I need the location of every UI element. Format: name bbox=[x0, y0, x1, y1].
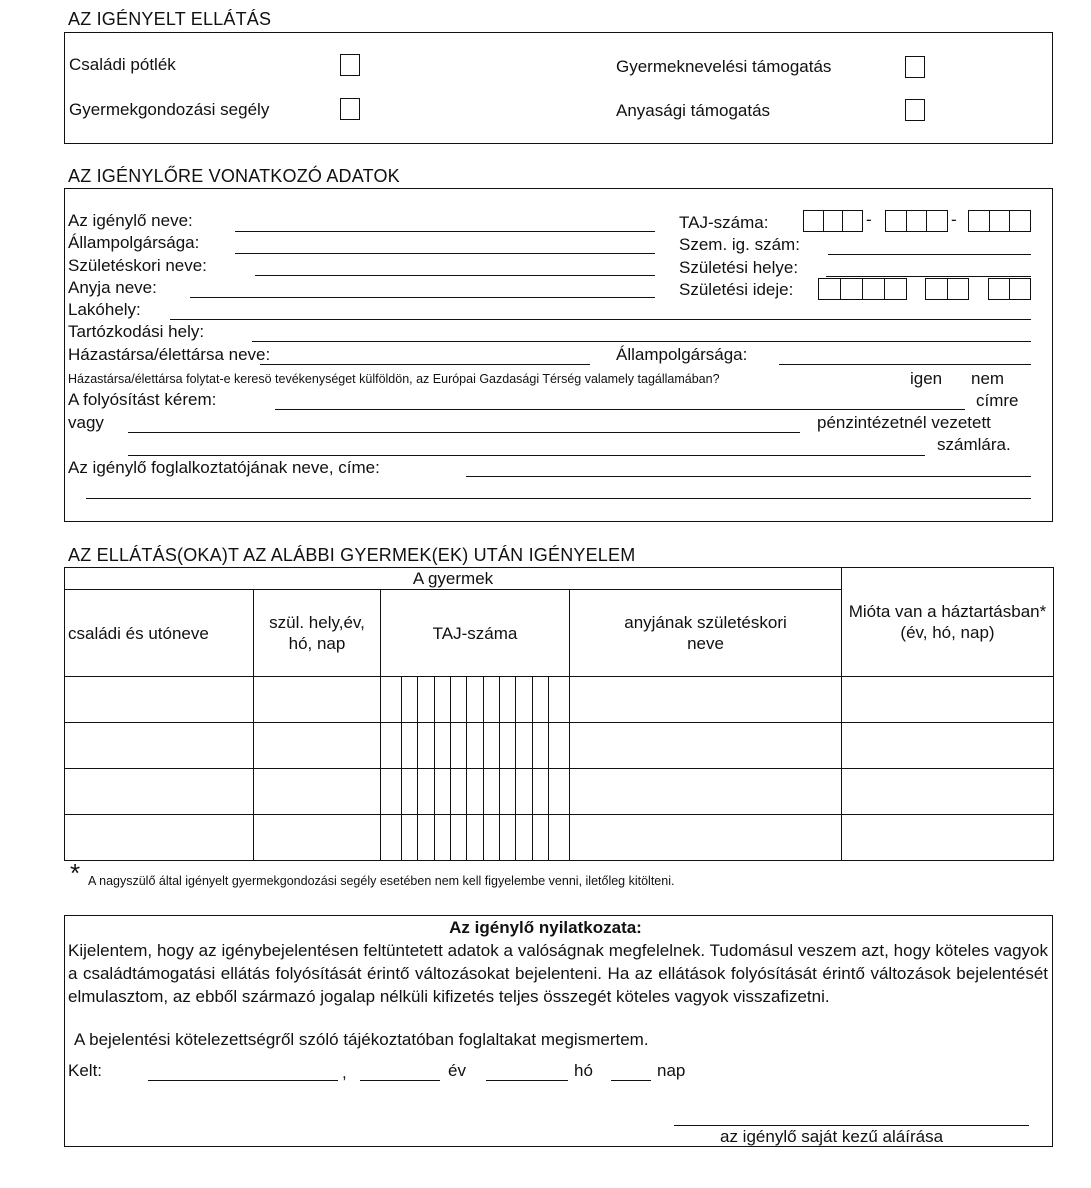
checkbox-child-raising-support[interactable] bbox=[905, 56, 925, 78]
cell-since[interactable] bbox=[842, 815, 1054, 861]
table-row bbox=[65, 723, 1054, 769]
employer-field-2[interactable] bbox=[86, 498, 1031, 499]
comma: , bbox=[342, 1063, 347, 1082]
cell-child-birth[interactable] bbox=[254, 677, 381, 723]
citizenship-field[interactable] bbox=[235, 253, 655, 254]
benefit-selection-box bbox=[64, 32, 1053, 144]
residence-label: Lakóhely: bbox=[68, 300, 141, 319]
option-label-maternity-support: Anyasági támogatás bbox=[616, 101, 771, 120]
table-row bbox=[65, 677, 1054, 723]
cell-since[interactable] bbox=[842, 723, 1054, 769]
option-label-child-raising-support: Gyermeknevelési támogatás bbox=[616, 57, 832, 76]
payment-address-field[interactable] bbox=[275, 409, 965, 410]
bank-field[interactable] bbox=[128, 432, 800, 433]
taj-dash-2: - bbox=[951, 210, 957, 229]
checkbox-maternity-support[interactable] bbox=[905, 99, 925, 121]
section3-title: AZ ELLÁTÁS(OKA)T AZ ALÁBBI GYERMEK(EK) UTÁN IGÉNYELEM bbox=[68, 545, 636, 565]
checkbox-family-allowance[interactable] bbox=[340, 54, 360, 76]
residence-field[interactable] bbox=[170, 319, 1031, 320]
col-birth-header: szül. hely,év, hó, nap bbox=[254, 590, 381, 677]
answer-yes[interactable]: igen bbox=[910, 369, 943, 388]
col-name-header: családi és utóneve bbox=[65, 590, 254, 677]
child-group-header: A gyermek bbox=[65, 568, 842, 590]
signature-label: az igénylő saját kezű aláírása bbox=[720, 1127, 944, 1146]
birthdate-day[interactable] bbox=[988, 278, 1031, 300]
cell-since[interactable] bbox=[842, 677, 1054, 723]
or-label: vagy bbox=[68, 413, 104, 432]
spouse-name-label: Házastársa/élettársa neve: bbox=[68, 345, 271, 364]
col-mother-header: anyjának születéskori neve bbox=[570, 590, 842, 677]
taj-digits-2[interactable] bbox=[885, 210, 948, 232]
taj-digits-1[interactable] bbox=[803, 210, 863, 232]
month-label: hó bbox=[574, 1061, 593, 1080]
birthplace-label: Születési helye: bbox=[679, 258, 799, 277]
taj-digits-3[interactable] bbox=[968, 210, 1031, 232]
cell-child-taj[interactable] bbox=[381, 769, 570, 815]
cell-child-name[interactable] bbox=[65, 815, 254, 861]
year-label: év bbox=[448, 1061, 466, 1080]
cell-mother-name[interactable] bbox=[570, 723, 842, 769]
cell-child-name[interactable] bbox=[65, 677, 254, 723]
account-suffix: számlára. bbox=[937, 435, 1011, 454]
cell-child-birth[interactable] bbox=[254, 769, 381, 815]
birth-name-label: Születéskori neve: bbox=[68, 256, 207, 275]
birthdate-label: Születési ideje: bbox=[679, 280, 794, 299]
birthdate-month[interactable] bbox=[925, 278, 969, 300]
option-label-childcare-allowance: Gyermekgondozási segély bbox=[69, 100, 270, 119]
footnote-mark: * bbox=[70, 858, 81, 888]
spouse-citizenship-label: Állampolgársága: bbox=[616, 345, 748, 364]
taj-label: TAJ-száma: bbox=[679, 213, 769, 232]
col-since-header: Mióta van a háztartásban* (év, hó, nap) bbox=[842, 568, 1054, 677]
cell-since[interactable] bbox=[842, 769, 1054, 815]
birth-name-field[interactable] bbox=[255, 275, 655, 276]
spouse-citizenship-field[interactable] bbox=[779, 364, 1031, 365]
cell-mother-name[interactable] bbox=[570, 769, 842, 815]
cell-child-birth[interactable] bbox=[254, 815, 381, 861]
declaration-title: Az igénylő nyilatkozata: bbox=[449, 918, 642, 937]
cell-child-taj[interactable] bbox=[381, 723, 570, 769]
bank-suffix: pénzintézetnél vezetett bbox=[817, 413, 991, 432]
account-number-field[interactable] bbox=[128, 455, 925, 456]
cell-child-birth[interactable] bbox=[254, 723, 381, 769]
taj-dash-1: - bbox=[866, 210, 872, 229]
cell-child-name[interactable] bbox=[65, 723, 254, 769]
address-suffix: címre bbox=[976, 391, 1019, 410]
cell-child-taj[interactable] bbox=[381, 677, 570, 723]
mother-name-field[interactable] bbox=[190, 297, 655, 298]
id-number-label: Szem. ig. szám: bbox=[679, 235, 800, 254]
cell-mother-name[interactable] bbox=[570, 677, 842, 723]
payment-label: A folyósítást kérem: bbox=[68, 390, 217, 409]
col-taj-header: TAJ-száma bbox=[381, 590, 570, 677]
birthdate-year[interactable] bbox=[818, 278, 907, 300]
signature-field[interactable] bbox=[674, 1125, 1029, 1126]
option-label-family-allowance: Családi pótlék bbox=[69, 55, 176, 74]
citizenship-label: Állampolgársága: bbox=[68, 233, 200, 252]
declaration-paragraph: Kijelentem, hogy az igénybejelentésen feltüntetett adatok a valóságnak megfelelnek. Tudomásul veszem azt, hogy köteles vagyok a családtámogatási ellátás folyósítását érintő változásokat bejelenteni. Ha az ellátások folyósítását érintő változások bejelentését elmulasztom, az ebből származó jogalap nélküli kifizetés teljes összegét köteles vagyok visszafizetni. bbox=[68, 941, 1048, 1006]
year-field[interactable] bbox=[360, 1080, 440, 1081]
checkbox-childcare-allowance[interactable] bbox=[340, 98, 360, 120]
cell-mother-name[interactable] bbox=[570, 815, 842, 861]
section1-title: AZ IGÉNYELT ELLÁTÁS bbox=[68, 9, 272, 29]
spouse-name-field[interactable] bbox=[260, 364, 590, 365]
declaration-acknowledgement: A bejelentési kötelezettségről szóló tájékoztatóban foglaltakat megismertem. bbox=[74, 1030, 649, 1049]
employer-label: Az igénylő foglalkoztatójának neve, címe: bbox=[68, 458, 380, 477]
footnote-text: A nagyszülő által igényelt gyermekgondozási segély esetében nem kell figyelembe venni, iletőleg kitölteni. bbox=[88, 874, 675, 888]
stay-label: Tartózkodási hely: bbox=[68, 322, 205, 341]
table-row bbox=[65, 769, 1054, 815]
spouse-question: Házastársa/élettársa folytat-e keresö tevékenységet külföldön, az Európai Gazdasági Térség valamely tagállamában? bbox=[68, 372, 720, 386]
children-table bbox=[64, 567, 1054, 861]
place-field[interactable] bbox=[148, 1080, 338, 1081]
kelt-label: Kelt: bbox=[68, 1061, 103, 1080]
name-label: Az igénylő neve: bbox=[68, 211, 193, 230]
table-row bbox=[65, 815, 1054, 861]
cell-child-name[interactable] bbox=[65, 769, 254, 815]
section2-title: AZ IGÉNYLŐRE VONATKOZÓ ADATOK bbox=[68, 166, 400, 186]
birthplace-field[interactable] bbox=[826, 276, 1031, 277]
day-field[interactable] bbox=[611, 1080, 651, 1081]
name-field[interactable] bbox=[235, 231, 655, 232]
id-number-field[interactable] bbox=[828, 254, 1031, 255]
day-label: nap bbox=[657, 1061, 686, 1080]
cell-child-taj[interactable] bbox=[381, 815, 570, 861]
mother-name-label: Anyja neve: bbox=[68, 278, 157, 297]
stay-field[interactable] bbox=[252, 341, 1031, 342]
month-field[interactable] bbox=[486, 1080, 568, 1081]
answer-no[interactable]: nem bbox=[971, 369, 1005, 388]
employer-field-1[interactable] bbox=[466, 476, 1031, 477]
